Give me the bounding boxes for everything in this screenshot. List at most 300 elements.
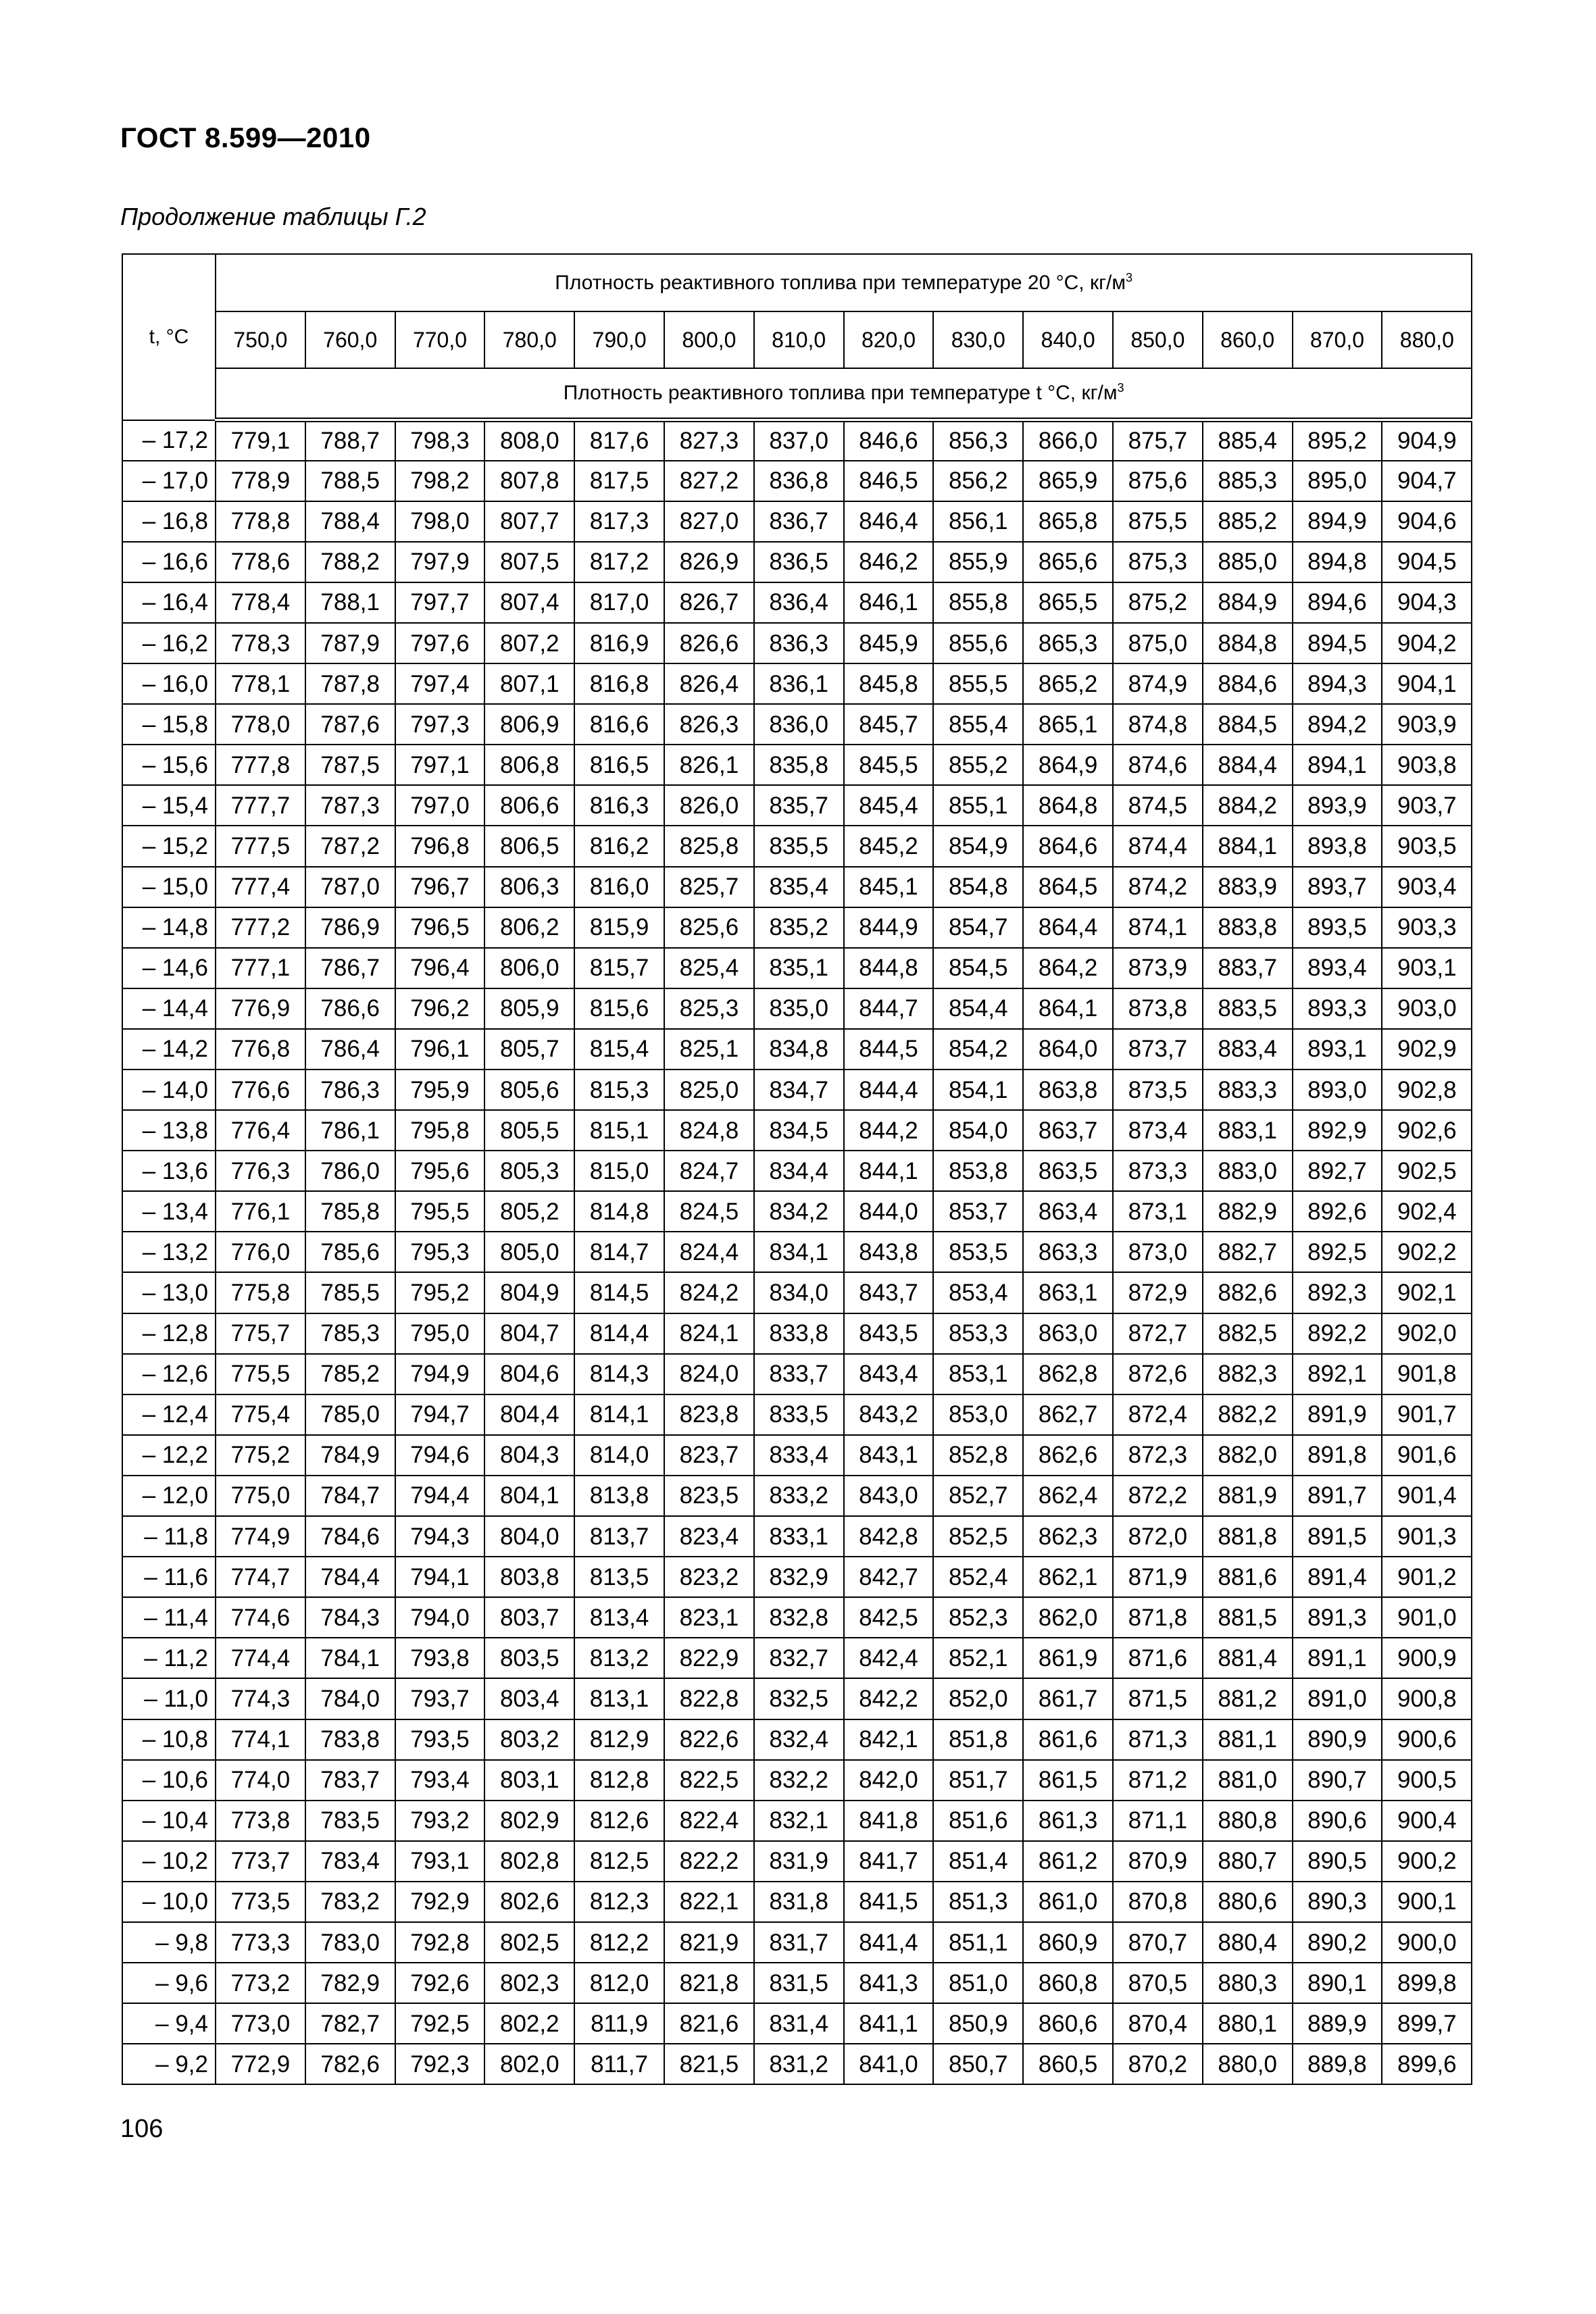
density-cell: 776,8: [216, 1029, 305, 1070]
density-cell: 826,0: [664, 785, 754, 826]
density-cell: 785,5: [305, 1272, 395, 1313]
density-cell: 802,6: [484, 1882, 574, 1922]
density-cell: 891,3: [1293, 1597, 1382, 1638]
density-cell: 845,9: [844, 623, 934, 663]
table-row: [122, 1922, 1472, 1963]
density-cell: 795,6: [395, 1151, 485, 1191]
density-cell: 783,7: [305, 1760, 395, 1801]
density-cell: 782,6: [305, 2044, 395, 2084]
density-cell: 872,6: [1113, 1354, 1203, 1394]
density-cell: 891,9: [1293, 1394, 1382, 1435]
density-cell: 787,3: [305, 785, 395, 826]
density-cell: 863,8: [1023, 1070, 1113, 1110]
density-cell: 784,4: [305, 1557, 395, 1597]
density-cell: 798,2: [395, 461, 485, 501]
temperature-cell: – 17,0: [122, 461, 216, 501]
density-cell: 863,3: [1023, 1232, 1113, 1272]
density-cell: 863,0: [1023, 1313, 1113, 1354]
density-cell: 792,5: [395, 2003, 485, 2044]
density-cell: 889,9: [1293, 2003, 1382, 2044]
density-cell: 865,8: [1023, 501, 1113, 542]
density-cell: 862,1: [1023, 1557, 1113, 1597]
density-cell: 854,4: [933, 988, 1023, 1029]
density-cell: 890,5: [1293, 1841, 1382, 1882]
density-cell: 815,4: [574, 1029, 664, 1070]
table-row: [122, 1516, 1472, 1557]
density-cell: 882,7: [1203, 1232, 1293, 1272]
density-cell: 894,2: [1293, 704, 1382, 745]
density-cell: 854,5: [933, 948, 1023, 988]
density-cell: 793,1: [395, 1841, 485, 1882]
density-cell: 870,7: [1113, 1922, 1203, 1963]
density-cell: 841,0: [844, 2044, 934, 2084]
density-cell: 813,8: [574, 1476, 664, 1516]
density-cell: 851,7: [933, 1760, 1023, 1801]
density-cell: 788,1: [305, 582, 395, 623]
density-cell: 796,4: [395, 948, 485, 988]
density-cell: 836,5: [754, 542, 844, 582]
density-cell: 777,1: [216, 948, 305, 988]
density-cell: 826,9: [664, 542, 754, 582]
density-cell: 804,1: [484, 1476, 574, 1516]
density-cell: 874,2: [1113, 867, 1203, 907]
density-cell: 882,6: [1203, 1272, 1293, 1313]
temperature-cell: – 15,8: [122, 704, 216, 745]
density-cell: 873,7: [1113, 1029, 1203, 1070]
density-cell: 785,8: [305, 1191, 395, 1232]
temperature-cell: – 13,4: [122, 1191, 216, 1232]
density-cell: 815,9: [574, 907, 664, 948]
density-cell: 856,2: [933, 461, 1023, 501]
density-cell: 825,0: [664, 1070, 754, 1110]
density-cell: 845,4: [844, 785, 934, 826]
density-cell: 774,9: [216, 1516, 305, 1557]
density-cell: 843,8: [844, 1232, 934, 1272]
density-cell: 904,2: [1382, 623, 1472, 663]
density-cell: 786,4: [305, 1029, 395, 1070]
density-cell: 892,1: [1293, 1354, 1382, 1394]
density-cell: 833,2: [754, 1476, 844, 1516]
table-row: [122, 1313, 1472, 1354]
density-cell: 825,3: [664, 988, 754, 1029]
density-cell: 903,7: [1382, 785, 1472, 826]
density-cell: 862,4: [1023, 1476, 1113, 1516]
density-cell: 843,0: [844, 1476, 934, 1516]
density-cell: 832,5: [754, 1678, 844, 1719]
density-cell: 889,8: [1293, 2044, 1382, 2084]
table-row: [122, 1354, 1472, 1394]
density-cell: 884,9: [1203, 582, 1293, 623]
density-cell: 792,8: [395, 1922, 485, 1963]
density-cell: 853,8: [933, 1151, 1023, 1191]
density-cell: 785,3: [305, 1313, 395, 1354]
temperature-cell: – 10,0: [122, 1882, 216, 1922]
table-row: [122, 2044, 1472, 2084]
density-cell: 805,0: [484, 1232, 574, 1272]
density-cell: 785,0: [305, 1394, 395, 1435]
density-cell: 892,7: [1293, 1151, 1382, 1191]
density-cell: 864,8: [1023, 785, 1113, 826]
density-cell: 881,2: [1203, 1678, 1293, 1719]
density-cell: 827,3: [664, 420, 754, 461]
density-cell: 778,0: [216, 704, 305, 745]
density-cell: 844,0: [844, 1191, 934, 1232]
density-cell: 899,8: [1382, 1963, 1472, 2003]
density-cell: 806,2: [484, 907, 574, 948]
density-cell: 884,8: [1203, 623, 1293, 663]
density-cell: 891,1: [1293, 1638, 1382, 1678]
density-cell: 807,8: [484, 461, 574, 501]
density-cell: 804,7: [484, 1313, 574, 1354]
density-cell: 826,3: [664, 704, 754, 745]
density-cell: 901,7: [1382, 1394, 1472, 1435]
density-cell: 834,7: [754, 1070, 844, 1110]
density-column-header: 770,0: [395, 311, 485, 368]
density-cell: 796,5: [395, 907, 485, 948]
density-cell: 900,2: [1382, 1841, 1472, 1882]
density-cell: 786,6: [305, 988, 395, 1029]
density-cell: 812,9: [574, 1719, 664, 1760]
density-cell: 814,5: [574, 1272, 664, 1313]
density-cell: 904,3: [1382, 582, 1472, 623]
density-cell: 844,4: [844, 1070, 934, 1110]
density-cell: 881,0: [1203, 1760, 1293, 1801]
density-cell: 873,9: [1113, 948, 1203, 988]
temperature-cell: – 14,6: [122, 948, 216, 988]
density-cell: 895,2: [1293, 420, 1382, 461]
density-cell: 883,9: [1203, 867, 1293, 907]
density-cell: 796,8: [395, 826, 485, 866]
density-cell: 894,8: [1293, 542, 1382, 582]
density-cell: 784,3: [305, 1597, 395, 1638]
density-cell: 806,9: [484, 704, 574, 745]
density-cell: 894,9: [1293, 501, 1382, 542]
density-cell: 806,3: [484, 867, 574, 907]
density-cell: 871,2: [1113, 1760, 1203, 1801]
density-cell: 836,3: [754, 623, 844, 663]
density-cell: 834,5: [754, 1110, 844, 1151]
density-cell: 862,0: [1023, 1597, 1113, 1638]
density-cell: 885,2: [1203, 501, 1293, 542]
density-cell: 890,6: [1293, 1801, 1382, 1841]
density-cell: 813,4: [574, 1597, 664, 1638]
density-cell: 841,8: [844, 1801, 934, 1841]
density-cell: 784,6: [305, 1516, 395, 1557]
table-row: [122, 663, 1472, 704]
density-cell: 777,8: [216, 745, 305, 785]
density-cell: 793,5: [395, 1719, 485, 1760]
temperature-cell: – 9,2: [122, 2044, 216, 2084]
density-cell: 831,7: [754, 1922, 844, 1963]
density-cell: 891,5: [1293, 1516, 1382, 1557]
density-cell: 891,4: [1293, 1557, 1382, 1597]
temperature-cell: – 17,2: [122, 420, 216, 461]
density-cell: 807,7: [484, 501, 574, 542]
density-cell: 823,1: [664, 1597, 754, 1638]
density-cell: 783,8: [305, 1719, 395, 1760]
density-cell: 813,1: [574, 1678, 664, 1719]
density-cell: 851,4: [933, 1841, 1023, 1882]
density-cell: 826,7: [664, 582, 754, 623]
density-cell: 803,5: [484, 1638, 574, 1678]
density-cell: 816,9: [574, 623, 664, 663]
density-cell: 844,9: [844, 907, 934, 948]
density-cell: 871,8: [1113, 1597, 1203, 1638]
density-cell: 831,4: [754, 2003, 844, 2044]
density-cell: 846,5: [844, 461, 934, 501]
density-cell: 883,3: [1203, 1070, 1293, 1110]
density-cell: 812,3: [574, 1882, 664, 1922]
temperature-cell: – 14,4: [122, 988, 216, 1029]
density-cell: 864,2: [1023, 948, 1113, 988]
density-column-header: 800,0: [664, 311, 754, 368]
density-cell: 835,2: [754, 907, 844, 948]
density-cell: 823,5: [664, 1476, 754, 1516]
density-cell: 870,8: [1113, 1882, 1203, 1922]
density-cell: 871,9: [1113, 1557, 1203, 1597]
density-cell: 874,1: [1113, 907, 1203, 948]
density-cell: 845,7: [844, 704, 934, 745]
density-cell: 825,8: [664, 826, 754, 866]
density-cell: 814,0: [574, 1435, 664, 1476]
density-cell: 902,1: [1382, 1272, 1472, 1313]
density-cell: 832,8: [754, 1597, 844, 1638]
density-cell: 865,2: [1023, 663, 1113, 704]
density-cell: 833,4: [754, 1435, 844, 1476]
density-cell: 823,7: [664, 1435, 754, 1476]
density-cell: 822,1: [664, 1882, 754, 1922]
density-cell: 786,0: [305, 1151, 395, 1191]
density-cell: 797,9: [395, 542, 485, 582]
table-row: [122, 461, 1472, 501]
density-cell: 881,5: [1203, 1597, 1293, 1638]
density-cell: 891,7: [1293, 1476, 1382, 1516]
density-cell: 893,3: [1293, 988, 1382, 1029]
density-cell: 836,4: [754, 582, 844, 623]
density-cell: 865,3: [1023, 623, 1113, 663]
density-cell: 821,6: [664, 2003, 754, 2044]
table-row: [122, 501, 1472, 542]
density-cell: 797,1: [395, 745, 485, 785]
density-cell: 855,5: [933, 663, 1023, 704]
table-row: [122, 542, 1472, 582]
density-cell: 815,7: [574, 948, 664, 988]
density-cell: 846,4: [844, 501, 934, 542]
density-cell: 903,5: [1382, 826, 1472, 866]
density-cell: 882,0: [1203, 1435, 1293, 1476]
density-cell: 842,4: [844, 1638, 934, 1678]
density-cell: 893,1: [1293, 1029, 1382, 1070]
density-cell: 776,0: [216, 1232, 305, 1272]
density-cell: 842,5: [844, 1597, 934, 1638]
density-cell: 860,8: [1023, 1963, 1113, 2003]
density-cell: 853,4: [933, 1272, 1023, 1313]
density-cell: 833,7: [754, 1354, 844, 1394]
density-cell: 903,8: [1382, 745, 1472, 785]
density-cell: 797,3: [395, 704, 485, 745]
density-cell: 854,1: [933, 1070, 1023, 1110]
density-cell: 816,3: [574, 785, 664, 826]
density-cell: 795,5: [395, 1191, 485, 1232]
density-cell: 776,9: [216, 988, 305, 1029]
density-cell: 775,5: [216, 1354, 305, 1394]
density-cell: 803,2: [484, 1719, 574, 1760]
density-column-header: 830,0: [933, 311, 1023, 368]
density-cell: 805,9: [484, 988, 574, 1029]
temperature-cell: – 14,0: [122, 1070, 216, 1110]
density-cell: 902,0: [1382, 1313, 1472, 1354]
density-cell: 774,7: [216, 1557, 305, 1597]
density-cell: 851,8: [933, 1719, 1023, 1760]
density-cell: 871,1: [1113, 1801, 1203, 1841]
density-cell: 815,1: [574, 1110, 664, 1151]
density-cell: 796,1: [395, 1029, 485, 1070]
density-column-header: 750,0: [216, 311, 305, 368]
density-cell: 904,6: [1382, 501, 1472, 542]
density-cell: 842,1: [844, 1719, 934, 1760]
table-row: [122, 1557, 1472, 1597]
density-cell: 837,0: [754, 420, 844, 461]
density-cell: 803,4: [484, 1678, 574, 1719]
density-cell: 860,5: [1023, 2044, 1113, 2084]
density-cell: 804,0: [484, 1516, 574, 1557]
density-cell: 861,9: [1023, 1638, 1113, 1678]
density-column-header: 780,0: [484, 311, 574, 368]
density-cell: 894,5: [1293, 623, 1382, 663]
density-cell: 843,7: [844, 1272, 934, 1313]
density-cell: 870,9: [1113, 1841, 1203, 1882]
density-cell: 776,4: [216, 1110, 305, 1151]
density-cell: 880,7: [1203, 1841, 1293, 1882]
density-cell: 811,9: [574, 2003, 664, 2044]
density-cell: 827,2: [664, 461, 754, 501]
density-cell: 775,7: [216, 1313, 305, 1354]
density-cell: 863,1: [1023, 1272, 1113, 1313]
density-cell: 798,3: [395, 420, 485, 461]
table-row: [122, 1678, 1472, 1719]
density-cell: 845,5: [844, 745, 934, 785]
density-cell: 850,7: [933, 2044, 1023, 2084]
table-row: [122, 1841, 1472, 1882]
density-cell: 880,6: [1203, 1882, 1293, 1922]
density-cell: 795,8: [395, 1110, 485, 1151]
density-cell: 873,3: [1113, 1151, 1203, 1191]
density-cell: 786,7: [305, 948, 395, 988]
density-cell: 904,5: [1382, 542, 1472, 582]
temperature-cell: – 13,8: [122, 1110, 216, 1151]
density-cell: 890,7: [1293, 1760, 1382, 1801]
density-cell: 793,8: [395, 1638, 485, 1678]
density-cell: 841,3: [844, 1963, 934, 2003]
density-cell: 777,5: [216, 826, 305, 866]
density-cell: 816,8: [574, 663, 664, 704]
density-cell: 873,8: [1113, 988, 1203, 1029]
density-cell: 821,5: [664, 2044, 754, 2084]
table-row: [122, 1070, 1472, 1110]
density-cell: 871,6: [1113, 1638, 1203, 1678]
table-row: [122, 785, 1472, 826]
density-cell: 836,8: [754, 461, 844, 501]
density-cell: 835,7: [754, 785, 844, 826]
density-cell: 842,8: [844, 1516, 934, 1557]
density-cell: 845,2: [844, 826, 934, 866]
density-cell: 784,7: [305, 1476, 395, 1516]
density-cell: 787,5: [305, 745, 395, 785]
table-caption: Продолжение таблицы Г.2: [120, 203, 426, 230]
density-cell: 826,4: [664, 663, 754, 704]
density-cell: 776,3: [216, 1151, 305, 1191]
density-column-header: 840,0: [1023, 311, 1113, 368]
density-cell: 892,5: [1293, 1232, 1382, 1272]
density-cell: 854,0: [933, 1110, 1023, 1151]
density-cell: 874,4: [1113, 826, 1203, 866]
density-cell: 773,7: [216, 1841, 305, 1882]
density-cell: 864,4: [1023, 907, 1113, 948]
density-cell: 784,9: [305, 1435, 395, 1476]
table-row: [122, 948, 1472, 988]
density-cell: 835,8: [754, 745, 844, 785]
density-cell: 832,4: [754, 1719, 844, 1760]
density-cell: 831,5: [754, 1963, 844, 2003]
density-cell: 807,4: [484, 582, 574, 623]
density-column-header: 880,0: [1382, 311, 1472, 368]
density-cell: 873,5: [1113, 1070, 1203, 1110]
temperature-cell: – 16,8: [122, 501, 216, 542]
density-cell: 783,5: [305, 1801, 395, 1841]
density-cell: 900,5: [1382, 1760, 1472, 1801]
density-cell: 892,9: [1293, 1110, 1382, 1151]
density-cell: 853,1: [933, 1354, 1023, 1394]
density-cell: 901,8: [1382, 1354, 1472, 1394]
density-cell: 804,9: [484, 1272, 574, 1313]
density-cell: 773,0: [216, 2003, 305, 2044]
density-cell: 842,0: [844, 1760, 934, 1801]
density-cell: 854,7: [933, 907, 1023, 948]
density-cell: 774,1: [216, 1719, 305, 1760]
density-cell: 904,7: [1382, 461, 1472, 501]
density-cell: 865,9: [1023, 461, 1113, 501]
density-cell: 872,9: [1113, 1272, 1203, 1313]
density-cell: 870,5: [1113, 1963, 1203, 2003]
density-cell: 854,8: [933, 867, 1023, 907]
density-column-header: 860,0: [1203, 311, 1293, 368]
density-column-header: 850,0: [1113, 311, 1203, 368]
density-cell: 872,2: [1113, 1476, 1203, 1516]
table-header: [122, 254, 1472, 420]
density-cell: 880,1: [1203, 2003, 1293, 2044]
density-cell: 864,1: [1023, 988, 1113, 1029]
density-cell: 824,5: [664, 1191, 754, 1232]
document-code: ГОСТ 8.599—2010: [120, 122, 371, 153]
density-cell: 872,3: [1113, 1435, 1203, 1476]
temperature-cell: – 10,2: [122, 1841, 216, 1882]
density-cell: 841,7: [844, 1841, 934, 1882]
density-cell: 863,5: [1023, 1151, 1113, 1191]
table-row: [122, 1719, 1472, 1760]
density-cell: 787,2: [305, 826, 395, 866]
density-cell: 794,4: [395, 1476, 485, 1516]
temperature-cell: – 11,0: [122, 1678, 216, 1719]
density-cell: 802,8: [484, 1841, 574, 1882]
density-cell: 852,4: [933, 1557, 1023, 1597]
density-cell: 834,1: [754, 1232, 844, 1272]
density-cell: 856,3: [933, 420, 1023, 461]
density-cell: 899,6: [1382, 2044, 1472, 2084]
density-cell: 884,2: [1203, 785, 1293, 826]
density-cell: 891,0: [1293, 1678, 1382, 1719]
table-row: [122, 1638, 1472, 1678]
density-cell: 784,0: [305, 1678, 395, 1719]
